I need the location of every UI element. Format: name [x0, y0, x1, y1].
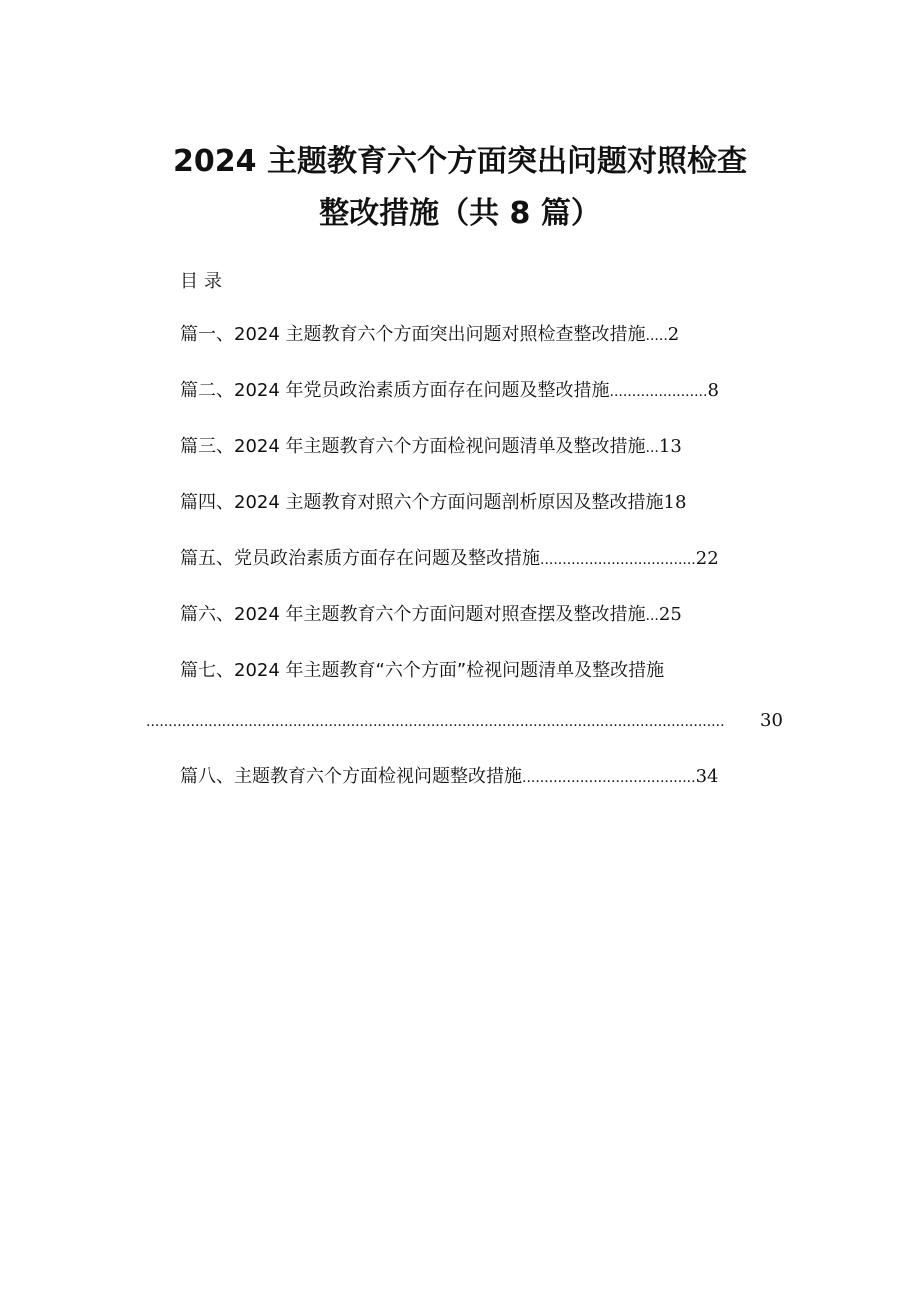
toc-leader-dots: ...................... — [609, 384, 708, 400]
toc-page-number: 25 — [658, 604, 682, 625]
toc-entry-label: 篇七、2024 年主题教育“六个方面”检视问题清单及整改措施 — [180, 660, 665, 681]
toc-page-number: 2 — [667, 324, 680, 345]
toc-entry-1[interactable] — [180, 320, 679, 351]
toc-entry-label: 篇一、2024 主题教育六个方面突出问题对照检查整改措施 — [180, 324, 646, 345]
toc-entry-4[interactable] — [180, 488, 686, 518]
toc-entry-label: 篇四、2024 主题教育对照六个方面问题剖析原因及整改措施 — [180, 492, 664, 513]
toc-leader-dots: ................................... — [540, 552, 696, 568]
toc-leader-dots: .................................................................................................................................. — [146, 714, 725, 730]
toc-leader-dots: ..... — [645, 328, 668, 344]
toc-page-number: 13 — [658, 436, 682, 457]
toc-entry-label: 篇八、主题教育六个方面检视问题整改措施 — [180, 766, 522, 787]
toc-heading: 目录 — [180, 271, 228, 292]
toc-entry-2[interactable] — [180, 376, 719, 407]
document-title — [0, 138, 920, 238]
toc-page-number: 30 — [760, 710, 783, 731]
toc-page-number: 34 — [695, 766, 719, 787]
toc-entry-label: 篇二、2024 年党员政治素质方面存在问题及整改措施 — [180, 380, 610, 401]
toc-entry-3[interactable] — [180, 432, 682, 463]
toc-entry-label: 篇六、2024 年主题教育六个方面问题对照查摆及整改措施 — [180, 604, 646, 625]
toc-entry-6[interactable] — [180, 600, 682, 631]
toc-entry-label: 篇五、党员政治素质方面存在问题及整改措施 — [180, 548, 540, 569]
title-line-2: 整改措施（共 8 篇） — [319, 196, 601, 231]
toc-leader-dots: ....................................... — [522, 770, 696, 786]
toc-entry-7[interactable] — [146, 656, 786, 746]
toc-entry-label: 篇三、2024 年主题教育六个方面检视问题清单及整改措施 — [180, 436, 646, 457]
toc-page-number: 8 — [707, 380, 719, 401]
toc-page-number: 18 — [663, 492, 687, 513]
toc-leader-dots: ... — [645, 608, 659, 624]
toc-entry-8[interactable] — [180, 762, 718, 793]
title-line-1: 2024 主题教育六个方面突出问题对照检查 — [173, 144, 747, 179]
toc-leader-dots: ... — [645, 440, 659, 456]
toc-page-number: 22 — [695, 548, 719, 569]
toc-entry-5[interactable] — [180, 544, 719, 575]
